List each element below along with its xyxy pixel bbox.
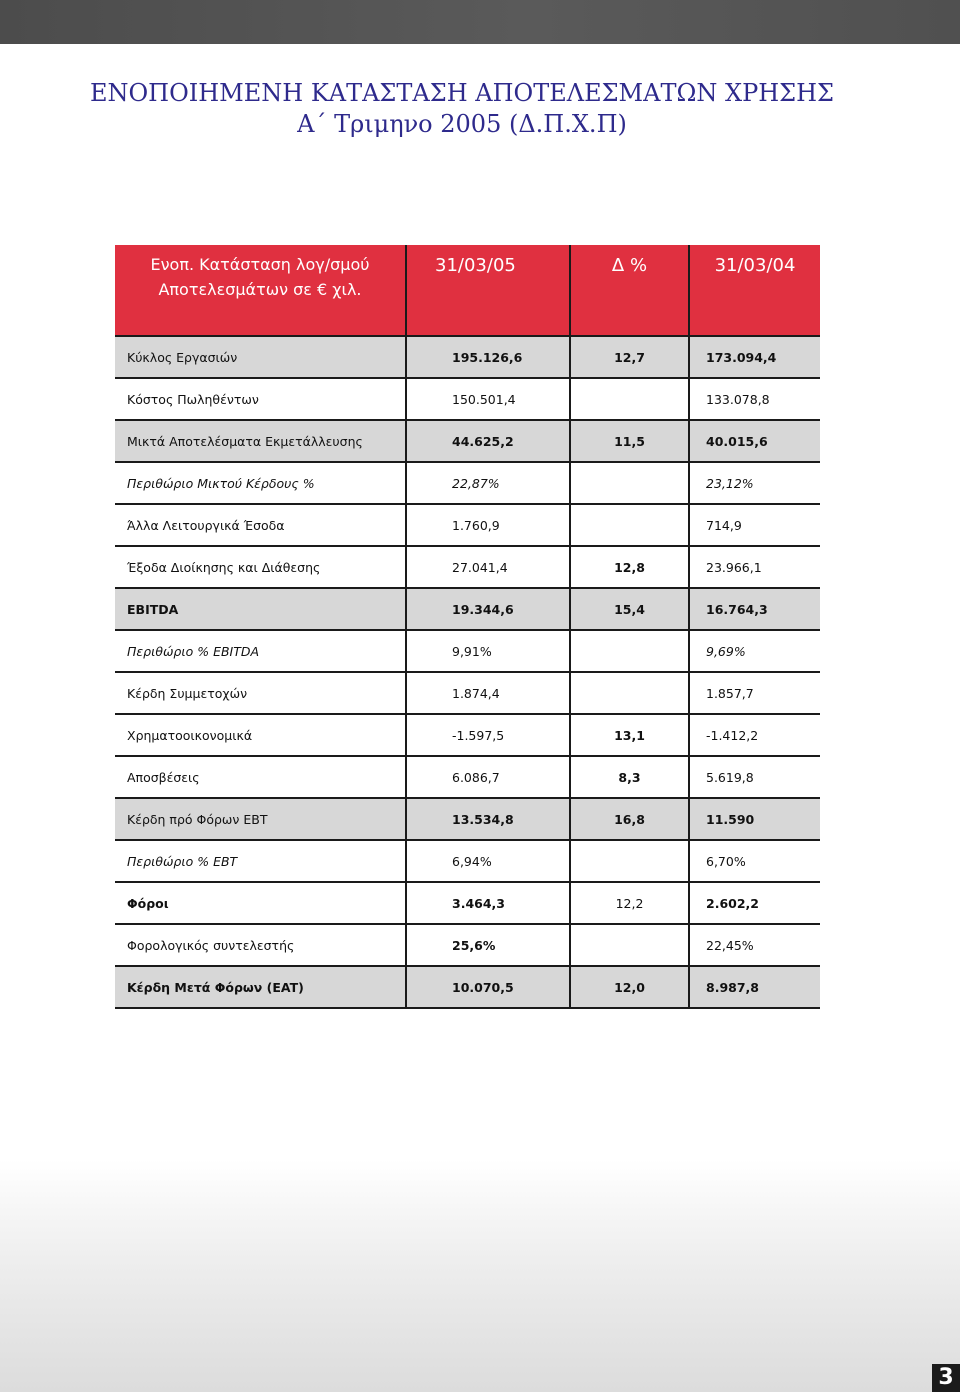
row-label: Κέρδη Συμμετοχών [115, 672, 406, 714]
top-banner [0, 0, 960, 44]
row-value-change: 12,7 [570, 336, 689, 378]
header-col-2005: 31/03/05 [406, 245, 570, 336]
row-value-2005: 195.126,6 [406, 336, 570, 378]
table-row [115, 882, 820, 924]
row-label: Περιθώριο % EBITDA [115, 630, 406, 672]
row-value-2005: 150.501,4 [406, 378, 570, 420]
row-value-2005: -1.597,5 [406, 714, 570, 756]
row-value-2004: 173.094,4 [689, 336, 820, 378]
row-value-2005: 44.625,2 [406, 420, 570, 462]
row-value-2004: 2.602,2 [689, 882, 820, 924]
row-value-2005: 9,91% [406, 630, 570, 672]
row-value-2004: 5.619,8 [689, 756, 820, 798]
row-value-change: 13,1 [570, 714, 689, 756]
row-value-2004: -1.412,2 [689, 714, 820, 756]
row-value-2004: 40.015,6 [689, 420, 820, 462]
row-value-2004: 8.987,8 [689, 966, 820, 1008]
row-value-change: 16,8 [570, 798, 689, 840]
title-line-2: Α΄ Τριμηνο 2005 (Δ.Π.Χ.Π) [297, 110, 627, 138]
row-value-2005: 3.464,3 [406, 882, 570, 924]
row-value-2005: 13.534,8 [406, 798, 570, 840]
row-value-change [570, 462, 689, 504]
decorative-background-image [0, 1160, 960, 1392]
row-value-2004: 1.857,7 [689, 672, 820, 714]
row-label: Χρηματοοικονομικά [115, 714, 406, 756]
row-label: Κύκλος Εργασιών [115, 336, 406, 378]
table-row [115, 798, 820, 840]
title-line-1: ΕΝΟΠΟΙΗΜΕΝΗ ΚΑΤΑΣΤΑΣΗ ΑΠΟΤΕΛΕΣΜΑΤΩΝ ΧΡΗΣΗΣ [89, 79, 835, 107]
row-value-2004: 23,12% [689, 462, 820, 504]
row-value-change: 12,2 [570, 882, 689, 924]
row-value-change [570, 504, 689, 546]
row-value-2004: 9,69% [689, 630, 820, 672]
row-label: EBITDA [115, 588, 406, 630]
page-title [0, 78, 924, 140]
row-value-2005: 1.760,9 [406, 504, 570, 546]
header-col-2004: 31/03/04 [689, 245, 820, 336]
table-row [115, 378, 820, 420]
table-row [115, 504, 820, 546]
table-row [115, 420, 820, 462]
row-value-2005: 25,6% [406, 924, 570, 966]
row-label: Κέρδη πρό Φόρων EBT [115, 798, 406, 840]
row-value-change: 8,3 [570, 756, 689, 798]
row-label: Άλλα Λειτουργικά Έσοδα [115, 504, 406, 546]
table-header-row [115, 245, 820, 336]
row-value-2005: 10.070,5 [406, 966, 570, 1008]
row-value-2004: 133.078,8 [689, 378, 820, 420]
row-value-change [570, 840, 689, 882]
row-value-2005: 27.041,4 [406, 546, 570, 588]
table-row [115, 546, 820, 588]
table-row [115, 966, 820, 1008]
row-label: Φορολογικός συντελεστής [115, 924, 406, 966]
table-row [115, 714, 820, 756]
row-label: Αποσβέσεις [115, 756, 406, 798]
table-row [115, 462, 820, 504]
header-label: Ενοπ. Κατάσταση λογ/σμού Αποτελεσμάτων σε € χιλ. [115, 245, 406, 336]
row-value-change: 11,5 [570, 420, 689, 462]
row-value-2005: 19.344,6 [406, 588, 570, 630]
income-statement-table [115, 245, 820, 1009]
table-row [115, 756, 820, 798]
table-row [115, 672, 820, 714]
row-value-2004: 714,9 [689, 504, 820, 546]
row-label: Μικτά Αποτελέσματα Εκμετάλλευσης [115, 420, 406, 462]
row-label: Έξοδα Διοίκησης και Διάθεσης [115, 546, 406, 588]
row-label: Φόροι [115, 882, 406, 924]
row-value-change [570, 378, 689, 420]
row-label: Περιθώριο Μικτού Κέρδους % [115, 462, 406, 504]
row-value-2004: 11.590 [689, 798, 820, 840]
table-row [115, 924, 820, 966]
row-label: Περιθώριο % EBT [115, 840, 406, 882]
table-row [115, 840, 820, 882]
row-label: Κέρδη Μετά Φόρων (EAT) [115, 966, 406, 1008]
row-value-2004: 23.966,1 [689, 546, 820, 588]
table-row [115, 630, 820, 672]
row-value-change [570, 672, 689, 714]
row-value-change [570, 630, 689, 672]
page-number: 3 [932, 1364, 960, 1392]
row-value-change: 12,8 [570, 546, 689, 588]
table-row [115, 588, 820, 630]
row-value-2005: 6,94% [406, 840, 570, 882]
row-label: Κόστος Πωληθέντων [115, 378, 406, 420]
row-value-2005: 6.086,7 [406, 756, 570, 798]
row-value-2005: 1.874,4 [406, 672, 570, 714]
row-value-2004: 6,70% [689, 840, 820, 882]
row-value-2005: 22,87% [406, 462, 570, 504]
row-value-2004: 16.764,3 [689, 588, 820, 630]
row-value-2004: 22,45% [689, 924, 820, 966]
table-row [115, 336, 820, 378]
row-value-change: 12,0 [570, 966, 689, 1008]
row-value-change [570, 924, 689, 966]
header-col-change: Δ % [570, 245, 689, 336]
row-value-change: 15,4 [570, 588, 689, 630]
